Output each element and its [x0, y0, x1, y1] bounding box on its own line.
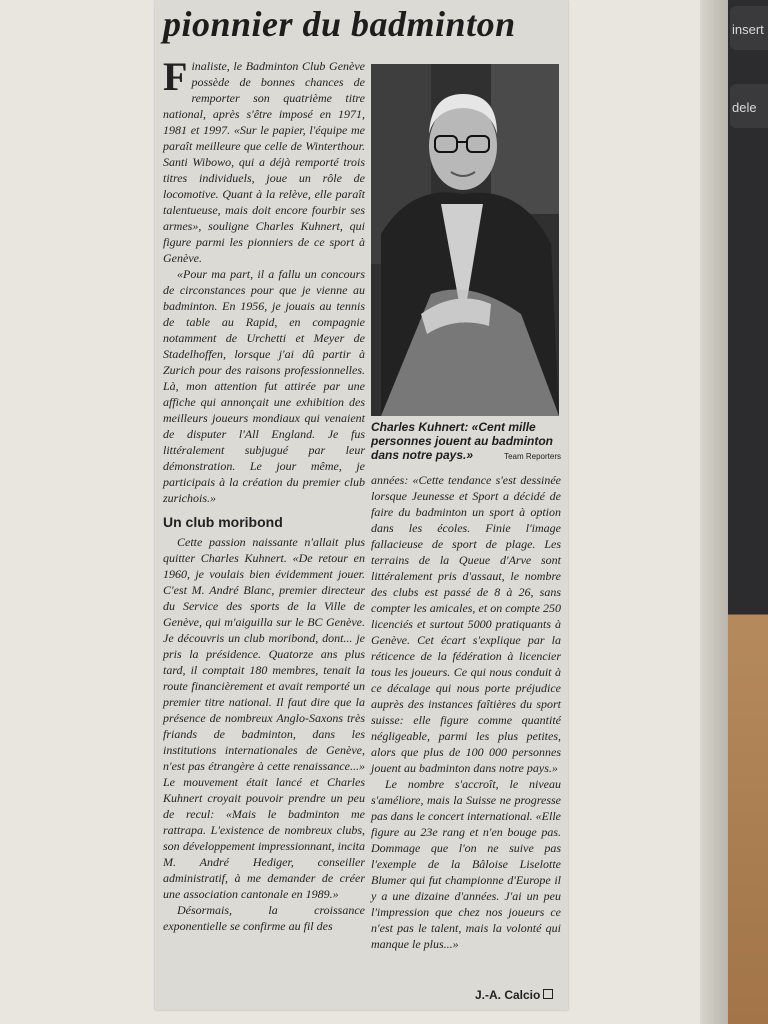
article-headline: pionnier du badminton [163, 4, 516, 44]
photo-caption: Charles Kuhnert: «Cent mille personnes jouent au badminton dans notre pays.» Team Reporters [371, 420, 561, 462]
article-column-2 [371, 472, 561, 952]
article-column-1 [163, 54, 365, 934]
article-paragraph: Le nombre s'accroît, le niveau s'améliore, mais la Suisse ne progresse pas dans le concert international. «Elle figure au 23e rang et n'en bouge pas. Dommage que l'on ne suive pas l'exemple de la Bâloise Liselotte Blumer qui fut championne d'Europe il y a une dizaine d'années. J'ai un peu l'impression que chez nos joueurs ce n'est pas le talent, mais la volonté qui manque le plus...» [371, 777, 561, 951]
article-paragraph: années: «Cette tendance s'est dessinée lorsque Jeunesse et Sport a décidé de faire du badminton un sport à option dans les écoles. Finie l'image fallacieuse de sport de plage. Les terrains de la Queue d'Arve sont littéralement pris d'assaut, le nombre des clubs est passé de 8 à 26, sans compter les amicales, et on compte 250 licenciés et surtout 5000 pratiquants à Genève. Cet écart s'explique par la réticence de la fédération à licencier tous les joueurs. Ce qui nous conduit à ce décalage qui nous porte préjudice auprès des instances faîtières du sport suisse: elle figure comme quantité négligeable, parmi les plus petites, alors que plus de 100 000 personnes jouent au badminton dans notre pays.» [371, 473, 561, 775]
newspaper-clipping [155, 0, 568, 1010]
article-paragraph: Cette passion naissante n'allait plus quitter Charles Kuhnert. «De retour en 1960, je voulais bien évidemment jouer. C'est M. André Blanc, premier directeur du Service des sports de la Ville de Genève, qui m'aiguilla sur le BC Genève. Je découvris un club moribond, dont... je pris la présidence. Quatorze ans plus tard, il comptait 180 membres, tenait la route financièrement et avait remporté un premier titre national. Il faut dire que la présence de nombreux Anglo-Saxons très friands de badminton, dans les institutions internationales de Genève, n'est pas étrangère à cette renaissance...» Le mouvement était lancé et Charles Kuhnert croyait pouvoir prendre un peu de recul: «Mais le badminton me rattrapa. L'existence de nombreux clubs, son développement impressionnant, incita M. André Hediger, conseiller administratif, à me demander de créer une association cantonale en 1989.» [163, 535, 365, 901]
keyboard-key-insert: insert [730, 6, 768, 50]
dropcap: F [163, 54, 188, 99]
portrait-illustration [371, 64, 559, 416]
article-paragraph: Désormais, la croissance exponentielle se confirme au fil des [163, 903, 365, 933]
end-mark-icon [543, 989, 553, 999]
article-byline: J.-A. Calcio [475, 988, 553, 1002]
keyboard-key-delete: dele [730, 84, 768, 128]
desk-background [728, 0, 768, 1024]
article-subheading: Un club moribond [163, 514, 283, 530]
photo-credit: Team Reporters [504, 452, 561, 461]
article-paragraph: Finaliste, le Badminton Club Genève possède de bonnes chances de remporter son quatrième titre national, après s'être imposé en 1971, 1981 et 1997. «Sur le papier, l'équipe me paraît meilleure que celle de Winterthour. Santi Wibowo, qui a déjà remporté trois titres individuels, joue un rôle de locomotive. Quant à la relève, elle paraît talentueuse, mais doit encore fourbir ses armes», souligne Charles Kuhnert, qui figure parmi les pionniers de ce sport à Genève. [163, 54, 365, 265]
paper-edge-shadow [700, 0, 728, 1024]
article-paragraph: «Pour ma part, il a fallu un concours de circonstances pour que je vienne au badminton. En 1956, je jouais au tennis de table au Rapid, en compagnie notamment de Urchetti et Meyer de Stadelhoffen, lorsque j'ai dû partir à Zurich pour des raisons professionnelles. Là, mon attention fut attirée par une affiche qui annonçait une exhibition des meilleurs joueurs mondiaux qui venaient de disputer l'All England. Je fus littéralement subjugué par leur démonstration. Le jour même, je participais à la création du premier club zurichois.» [163, 267, 365, 505]
portrait-photo [371, 64, 559, 416]
